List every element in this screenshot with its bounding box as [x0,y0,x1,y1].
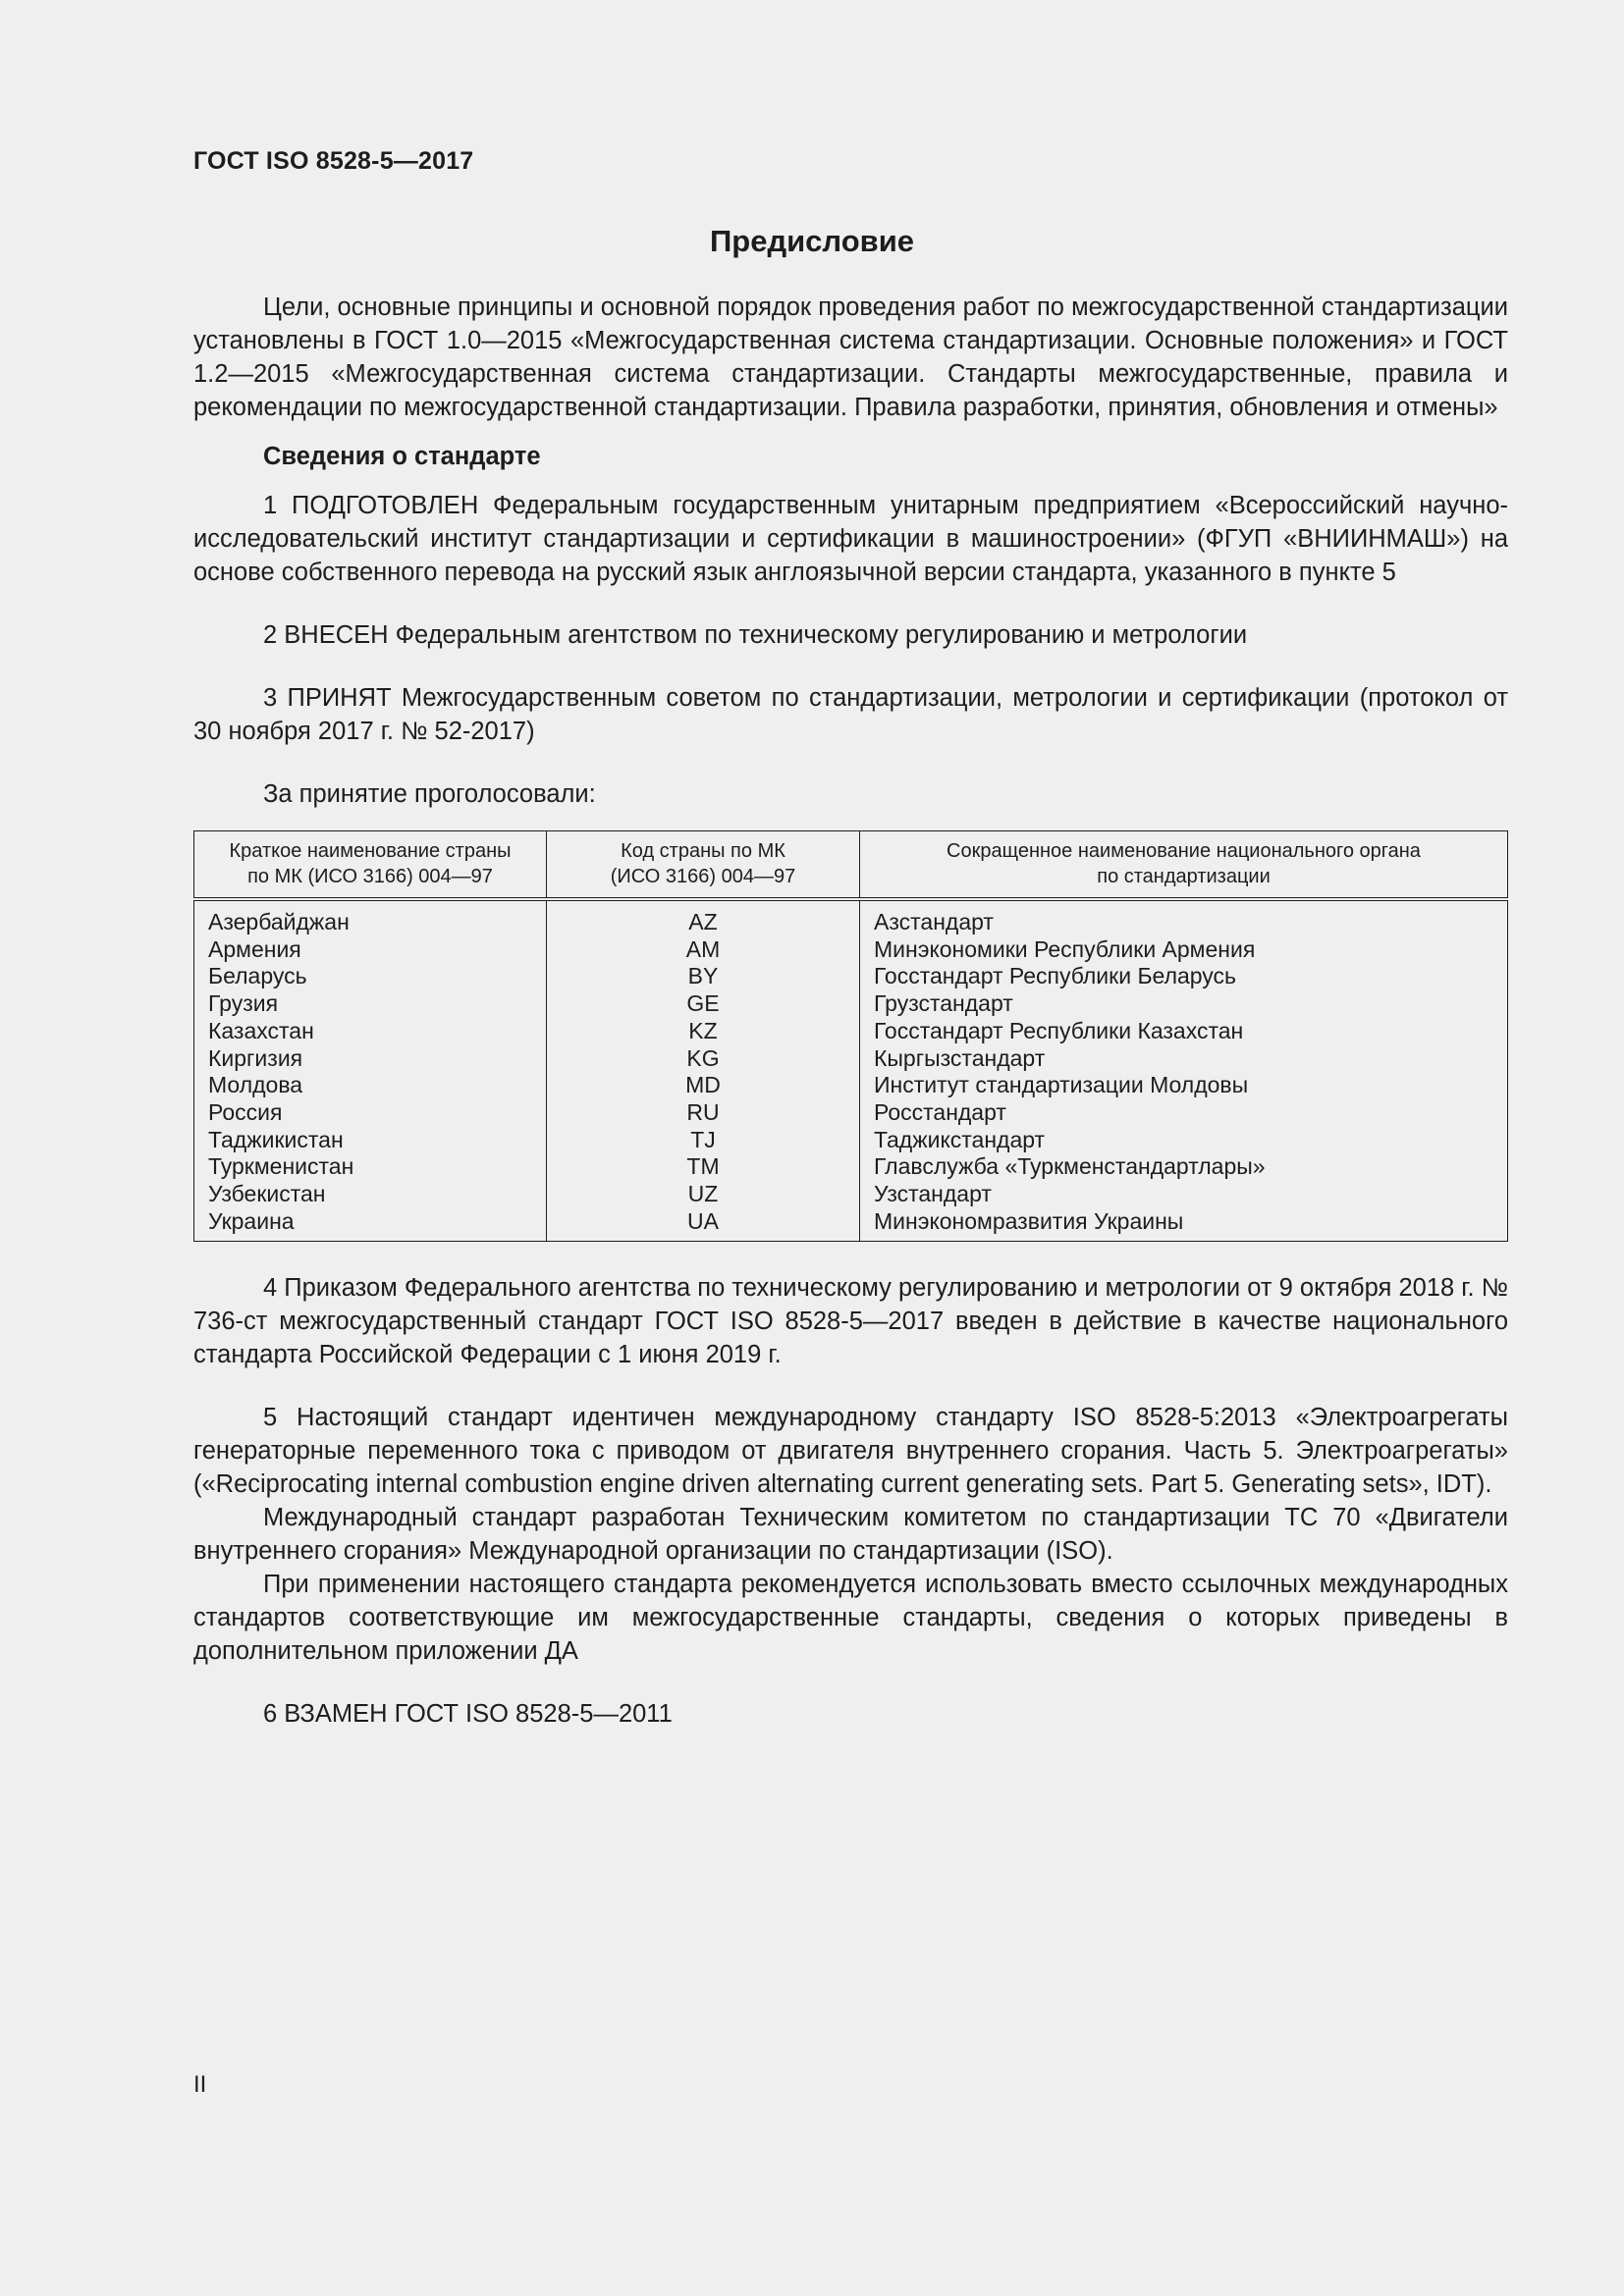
header-code-line-2: (ИСО 3166) 004—97 [610,866,796,887]
vote-intro: За принятие проголосовали: [263,780,596,808]
voting-countries-table [193,830,1508,1242]
item-3-paragraph: 3 ПРИНЯТ Межгосударственным советом по стандартизации, метрологии и сертификации (протокол от 30 ноября 2017 г. № 52-2017) [193,684,1508,745]
table-header-row [194,831,1508,900]
table-row [194,936,1508,964]
table-row [194,1018,1508,1045]
table-row [194,1127,1508,1154]
item-5-paragraph: 5 Настоящий стандарт идентичен международному стандарту ISO 8528-5:2013 «Электроагрегаты генераторные переменного тока с приводом от двигателя внутреннего сгорания. Часть 5. Электроагрегаты» («Reciprocating internal combustion engine driven alternating current generating sets. Part 5. Generating sets», IDT). [193,1404,1508,1499]
item-6-paragraph: 6 ВЗАМЕН ГОСТ ISO 8528-5—2011 [263,1700,673,1729]
intro-paragraph: Цели, основные принципы и основной порядок проведения работ по межгосударственной стандартизации установлены в ГОСТ 1.0—2015 «Межгосударственная система стандартизации. Основные положения» и ГОСТ 1.2—2015 «Межгосударственная система стандартизации. Стандарты межгосударственные, правила и рекомендации по межгосударственной стандартизации. Правила разработки, принятия, обновления и отмены» [193,294,1508,421]
cell-code: MD [547,1072,860,1099]
cell-country: Казахстан [194,1018,547,1045]
cell-country: Узбекистан [194,1181,547,1208]
table-row [194,1045,1508,1073]
cell-standards-body: Азстандарт [860,899,1508,936]
cell-code: KZ [547,1018,860,1045]
info-heading: Сведения о стандарте [263,443,541,470]
table-row [194,1181,1508,1208]
cell-standards-body: Кыргызстандарт [860,1045,1508,1073]
cell-standards-body: Росстандарт [860,1099,1508,1127]
table-body [194,899,1508,1242]
cell-country: Молдова [194,1072,547,1099]
cell-standards-body: Главслужба «Туркменстандартлары» [860,1153,1508,1181]
header-country-line-1: Краткое наименование страны [229,840,512,862]
table-row [194,990,1508,1018]
table-row [194,1208,1508,1242]
cell-standards-body: Госстандарт Республики Казахстан [860,1018,1508,1045]
item-1-paragraph: 1 ПОДГОТОВЛЕН Федеральным государственным унитарным предприятием «Всероссийский научно-исследовательский институт стандартизации и сертификации в машиностроении» (ФГУП «ВНИИНМАШ») на основе собственного перевода на русский язык англоязычной версии стандарта, указанного в пункте 5 [193,492,1508,586]
cell-code: AM [547,936,860,964]
table-row [194,1072,1508,1099]
cell-country: Россия [194,1099,547,1127]
cell-code: RU [547,1099,860,1127]
item-2-paragraph: 2 ВНЕСЕН Федеральным агентством по техническому регулированию и метрологии [263,621,1248,649]
cell-standards-body: Минэкономразвития Украины [860,1208,1508,1242]
cell-code: GE [547,990,860,1018]
table-row [194,1153,1508,1181]
item-5-usage-paragraph: При применении настоящего стандарта рекомендуется использовать вместо ссылочных международных стандартов соответствующие им межгосударственные стандарты, сведения о которых приведены в дополнительном приложении ДА [193,1571,1508,1666]
foreword-content [193,291,1508,1731]
cell-country: Украина [194,1208,547,1242]
cell-code: UA [547,1208,860,1242]
cell-standards-body: Институт стандартизации Молдовы [860,1072,1508,1099]
cell-country: Киргизия [194,1045,547,1073]
item-4-paragraph: 4 Приказом Федерального агентства по техническому регулированию и метрологии от 9 октября 2018 г. № 736-ст межгосударственный стандарт ГОСТ ISO 8528-5—2017 введен в действие в качестве национального стандарта Российской Федерации с 1 июня 2019 г. [193,1274,1508,1369]
header-code [547,831,860,900]
cell-standards-body: Минэкономики Республики Армения [860,936,1508,964]
page-number: II [193,2071,207,2098]
cell-country: Туркменистан [194,1153,547,1181]
header-standards-body [860,831,1508,900]
cell-country: Армения [194,936,547,964]
cell-country: Азербайджан [194,899,547,936]
cell-standards-body: Таджикстандарт [860,1127,1508,1154]
header-body-line-1: Сокращенное наименование национального органа [947,840,1421,862]
cell-country: Грузия [194,990,547,1018]
cell-standards-body: Грузстандарт [860,990,1508,1018]
cell-country: Беларусь [194,963,547,990]
cell-code: BY [547,963,860,990]
cell-standards-body: Госстандарт Республики Беларусь [860,963,1508,990]
cell-standards-body: Узстандарт [860,1181,1508,1208]
page-title: Предисловие [709,224,914,258]
cell-country: Таджикистан [194,1127,547,1154]
cell-code: UZ [547,1181,860,1208]
cell-code: TM [547,1153,860,1181]
header-code-line-1: Код страны по МК [621,840,785,862]
cell-code: KG [547,1045,860,1073]
table-row [194,899,1508,936]
cell-code: TJ [547,1127,860,1154]
header-country [194,831,547,900]
document-code-header: ГОСТ ISO 8528-5—2017 [193,147,474,175]
table-row [194,1099,1508,1127]
item-5-developer-paragraph: Международный стандарт разработан Техническим комитетом по стандартизации ТС 70 «Двигатели внутреннего сгорания» Международной организации по стандартизации (ISO). [193,1504,1508,1566]
header-country-line-2: по МК (ИСО 3166) 004—97 [247,866,493,887]
header-body-line-2: по стандартизации [1097,866,1271,887]
cell-code: AZ [547,899,860,936]
table-row [194,963,1508,990]
